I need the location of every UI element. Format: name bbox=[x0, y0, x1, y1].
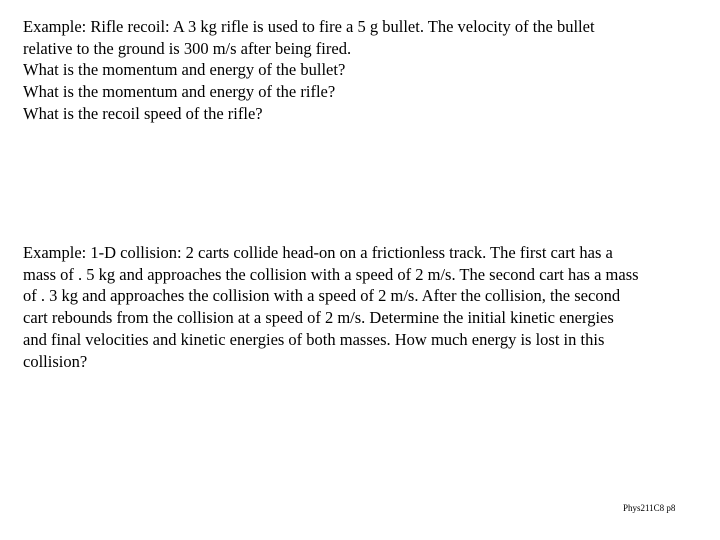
example-collision-line-6: collision? bbox=[23, 351, 88, 371]
example-collision-line-4: cart rebounds from the collision at a speed of 2 m/s. Determine the initial kinetic energies bbox=[23, 308, 614, 328]
example-rifle-recoil bbox=[23, 16, 703, 125]
example-rifle-line-5: What is the recoil speed of the rifle? bbox=[23, 103, 263, 123]
example-rifle-line-1: Example: Rifle recoil: A 3 kg rifle is used to fire a 5 g bullet. The velocity of the bullet bbox=[23, 17, 595, 36]
page-footer-label: Phys211C8 p8 bbox=[623, 503, 676, 513]
example-collision-line-3: of . 3 kg and approaches the collision with a speed of 2 m/s. After the collision, the second bbox=[23, 286, 621, 306]
example-rifle-line-4: What is the momentum and energy of the rifle? bbox=[23, 82, 336, 102]
example-cart-collision bbox=[23, 242, 703, 372]
example-rifle-line-3: What is the momentum and energy of the bullet? bbox=[23, 60, 346, 80]
example-collision-line-5: and final velocities and kinetic energies of both masses. How much energy is lost in this bbox=[23, 329, 605, 349]
example-rifle-line-2: relative to the ground is 300 m/s after being fired. bbox=[23, 38, 352, 58]
example-collision-line-2: mass of . 5 kg and approaches the collision with a speed of 2 m/s. The second cart has a mass bbox=[23, 264, 639, 284]
example-collision-line-1: Example: 1-D collision: 2 carts collide head-on on a frictionless track. The first cart has a bbox=[23, 243, 613, 262]
